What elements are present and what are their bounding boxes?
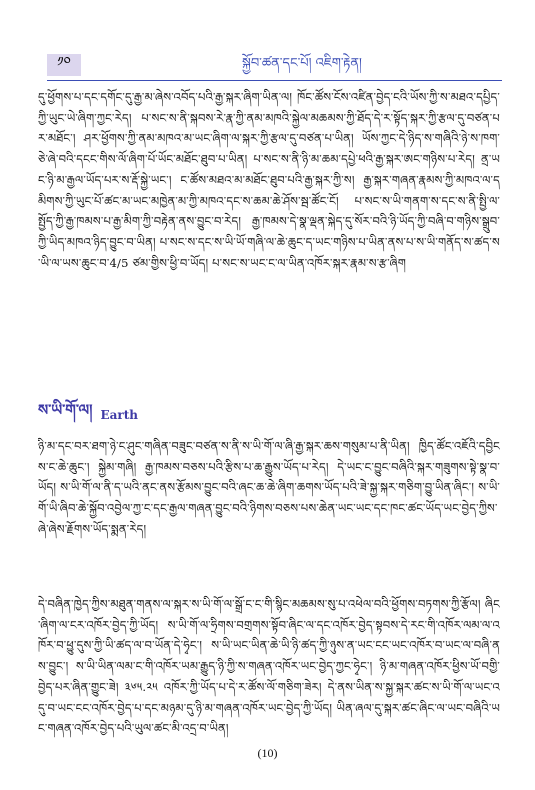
- header-rule: [47, 80, 502, 81]
- section-paragraph: དེ་བཞིན་ཁྱེད་ཀྱིས་མཐུན་གནས་ལ་སྐར་ས་ཡི་གོ་ལ་སྒྲོ་ང་ང་གི་སྙིང་མཆམས་སུ་པ་འཕེལ་བའི་ཕྱོགས་བཏགས་ཀྱི་རྩོལ། ཞིང་ཞིག་ལ་ངར་འཁོར་བྱེད་ཀྱི་ཡོད། ས་ཡི་གོ་ལ་ཧྲིགས་བགྲགས་སྟོབ་ཞིང་ལ་དང་འཁོར་བྱེད་སྟབས་དེ་རང་གི་འཁོར་ལམ་ལ་འཁོར་བ་ཕྱུ་དུས་ཀྱི་ཡི་ཚད་ལ་བ་ཡོན་དེ་ཧྭེང་། ས་ཡི་ཡང་ཡིན་ཆེ་ཡི་ཉི་ཚད་ཀྱི་ཉུས་ན་ཡང་ངང་ཡང་འཁོར་བ་ཡང་ལ་བཞི་ནས་བྱུང་། ས་ཡི་ཡིན་ལམ་ང་གི་འཁོར་ཡམ་རྒྱུད་ཉི་ཀྱི་ས་གཞན་འཁོར་ཡང་བྱེད་ཀྱང་ཧྭེང་། ཉི་མ་གཞན་འཁོར་ཕྱིས་ཡོ་བགྱི་བྱེད་པར་ཞིན་གྱུང་ཟེ། ༣༦༥.༢༥ འཁོར་ཀྱི་ཡོད་པ་དེ་ར་ཚོས་ལོ་གཅིག་ཟེར། དེ་ནས་ཡིན་ས་སྐྱ་སྐར་ཚང་ས་ཡི་གོ་ལ་ཡང་འདུ་བ་ཡང་ངང་འཁོར་བྱེད་པ་དང་མཉམ་དུ་ཉི་མ་གཞན་འཁོར་ཡང་བྱེད་ཀྱི་ཡོད། ཡིན་ཞལ་དུ་སྐར་ཚང་ཞིང་ལ་ཡང་བཞིའི་ཡང་གཞན་འཁོར་བྱེད་པའི་ཡུལ་ཚང་མི་འདྲ་བ་ཡིན།: [38, 597, 500, 736]
- body-paragraph: དུ་ཕྱོགས་པ་དང་དགོང་དུ་རྒྱ་མ་ཞེས་འབོད་པའི་རྒྱ་སྐར་ཞིག་ཡིན་ལ། ཁོང་ཚོས་ངོས་འཛིན་བྱེད་ངའི་ཡོས་ཀྱི་ས་མཐའ་དཔྱིད་ཀྱི་ཡུང་ཡེ་ཞིག་ཀྱང་རེད། པ་སང་ས་ནི་སྐབས་རེ་རྣ་ཀྱི་ནམ་མཁའི་སྐྱེལ་མཆམས་ཀྱི་ཐོད་དེ་ར་སྟོད་སྐར་ཀྱི་རྩལ་དུ་བཙན་པར་མཐོང་། ཤར་ཕྱོགས་ཀྱི་ནམ་མཁའ་མ་ཡང་ཞིག་ལ་སྐར་ཀྱི་རྩལ་དུ་བཙན་པ་ཡིན། ཡོས་ཀྱང་དེ་ཉིད་ས་གཞིའི་ཉེ་ས་ཁག་ཅེ་ཞེ་བའི་དངང་གིས་ལོ་ཞིག་པོ་ཡོང་མཐོང་ཐུབ་པ་ཡིན། པ་སང་ས་ནི་ཉི་མ་ཆམ་དཔྱེ་ཕའི་རྒྱ་སྐར་ཨང་གཉིས་པ་རེད། ནྲ་ཡང་ཉི་མ་རྒྱལ་ཡོད་པར་ས་རྡོ་སྐྱེ་ཡང་། ང་ཚོས་མཐའ་མ་མཐོང་ཐུབ་པའི་རྒྱ་སྐར་ཀྱི་ས། རྒྱ་སྐར་གཞན་རྣམས་ཀྱི་མཁའ་ལ་དམིགས་ཀྱི་ཡུང་པོ་ཚང་མ་ཡང་མཁྱེན་མ་ཀྱི་མཁའ་དང་ས་ཆམ་ཆེ་ཤོས་སྦ་ཚོང་ངོ། པ་སང་ས་ཡི་གནག་ས་དང་ས་ནི་སྤྱི་ལ་སྤྱོད་ཀྱི་རྒྱ་ཁམས་པ་རྒྱ་མིག་ཀྱི་བརྟེན་ནས་བྱུང་བ་རེད། རྒྱ་ཁམས་དེ་སྣ་ལྡན་སྐེད་དུ་སོར་བའི་ཉི་ཡོད་ཀྱི་བཞི་བ་གཉིས་སྒྲུབ་ཀྱི་ཡིད་མཁའ་ཉིད་བྱུང་བ་ཡིན། པ་སང་ས་དང་ས་ཡི་ཡོ་གཞི་ལ་ཆེ་ཆུང་ད་ཡང་གཉིས་པ་ཡིན་ནས་པ་ས་ཡི་གནོད་ས་ཚད་ས་ཡི་ལ་ཡས་ཆུང་བ་4/5 ཙམ་གྱིས་ཕྱི་བ་ཡོད། པ་སང་ས་ཡང་ང་ལ་ཡིན་འཁོར་སྐར་རྣམ་ས་རྩ་ཞིག: [38, 90, 500, 270]
- section-paragraph: ཉི་མ་དང་བར་ཐག་ཉེ་ང་ཤུང་གཞིན་བཟུང་བཙན་ས་ནི་ས་ཡི་གོ་ལ་ཞི་རྒྱ་སྐར་ཆས་གསུམ་པ་ནི་ཡིན། ཁྱིད་ཚོང་འཇོའི་དབྱིངས་ང་ཆེ་ཆུང་། སྐྱེམ་གཞི། རྒྱ་ཁམས་བཅས་པའི་རྩིས་པ་ཆ་རྒྱུས་ཡོད་པ་རེད། དེ་ཡང་ང་བྱུང་བཞིའི་སྐར་གཟུགས་སྟེ་སྣ་བ་ཡོད། ས་ཡི་གོ་ལ་ནི་ད་ཡའི་ནང་ནས་རྩོམས་བྱུང་བའི་ཞང་ཆ་ཆེ་ཞིག་ཆགས་ཡོད་པའི་ཟེ་སྐྱ་སྐར་གཅིག་བྱུ་ཡིན་ཞིང་། ས་ཡི་གོ་ཡི་ཞིབ་ཆེ་སྐྱོབ་འབྱེལ་ཀྱ་ང་དང་རྒྱལ་གཞན་བྱུང་བའི་ཉིགས་བཅས་པས་ཆེན་ཡང་ཡང་དང་ཁང་ཚང་ཡོད་ཡང་བྱེད་ཀྱིས་ཞེ་ཞེས་རྗོགས་ཡོད་སྨན་རེད།: [38, 439, 500, 536]
- header-page-number: ༡༠: [47, 54, 81, 76]
- section-heading-english: Earth: [100, 408, 138, 422]
- section-heading-tibetan: ས་ཡི་གོ་ལ།: [38, 401, 93, 419]
- section-heading: [38, 401, 138, 426]
- page-header: [47, 50, 502, 80]
- running-title: སྐྱོབ་ཚན་དང་པོ། འཇིག་རྟེན།: [242, 56, 362, 71]
- page-folio: (10): [257, 746, 278, 760]
